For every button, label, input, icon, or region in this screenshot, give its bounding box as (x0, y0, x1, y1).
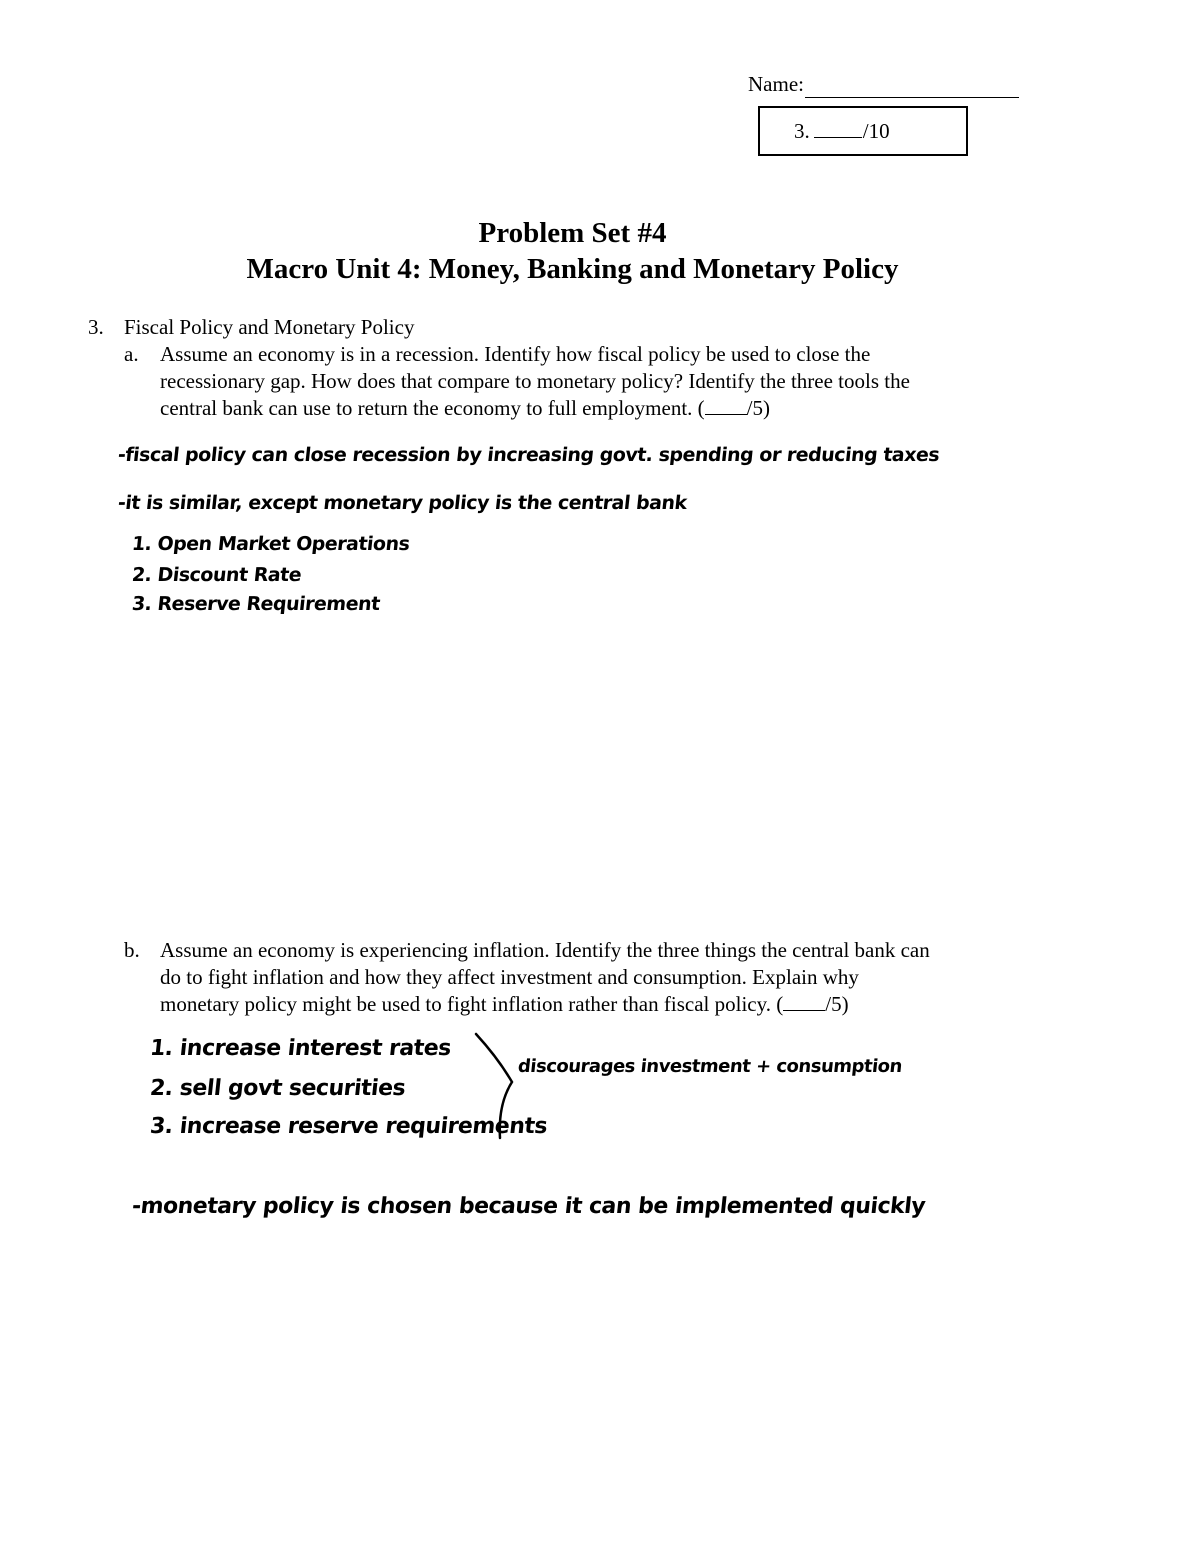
part-b-line-3 (160, 991, 849, 1018)
part-a-line-3 (160, 395, 770, 422)
part-b-points: /5) (825, 992, 849, 1016)
handwritten-answer-a-line-1: -fiscal policy can close recession by increasing govt. spending or reducing taxes (116, 444, 941, 466)
score-blank-line (814, 118, 862, 138)
part-a-line-1: Assume an economy is in a recession. Identify how fiscal policy be used to close the (160, 342, 871, 366)
part-a-line-3-text: central bank can use to return the economy to full employment. ( (160, 396, 705, 420)
question-heading: Fiscal Policy and Monetary Policy (124, 315, 415, 339)
score-total: /10 (862, 119, 890, 143)
page-title: Problem Set #4 (478, 217, 667, 249)
handwritten-answer-b-line-5: -monetary policy is chosen because it can be implemented quickly (130, 1194, 927, 1219)
part-a-line-2: recessionary gap. How does that compare to monetary policy? Identify the three tools the (160, 369, 910, 393)
question-number: 3. (88, 315, 104, 339)
part-a-points: /5) (746, 396, 770, 420)
page-subtitle: Macro Unit 4: Money, Banking and Monetary Policy (246, 253, 899, 285)
part-b-line-2: do to fight inflation and how they affect investment and consumption. Explain why (160, 965, 859, 989)
handwritten-answer-a-line-5: 3. Reserve Requirement (130, 593, 381, 615)
handwritten-answer-a-line-2: -it is similar, except monetary policy is the central bank (116, 492, 688, 514)
handwritten-answer-b-line-1: 1. increase interest rates (148, 1036, 453, 1061)
name-field (748, 70, 1019, 98)
part-b-points-blank (783, 992, 825, 1011)
score-text (794, 118, 890, 144)
handwritten-answer-b-line-3: 3. increase reserve requirements (148, 1114, 549, 1139)
handwritten-answer-b-line-2: 2. sell govt securities (148, 1076, 407, 1101)
part-a-letter: a. (124, 342, 139, 366)
handwritten-answer-a-line-4: 2. Discount Rate (130, 564, 303, 586)
part-b-letter: b. (124, 938, 140, 962)
score-box (758, 106, 968, 156)
name-blank-line (805, 75, 1019, 98)
handwritten-answer-b-effect: discourages investment + consumption (516, 1056, 904, 1077)
part-b-line-1: Assume an economy is experiencing inflation. Identify the three things the central bank can (160, 938, 930, 962)
name-label: Name: (748, 72, 804, 96)
score-label: 3. (794, 119, 810, 143)
part-b-line-3-text: monetary policy might be used to fight inflation rather than fiscal policy. ( (160, 992, 784, 1016)
part-a-points-blank (705, 396, 747, 415)
brace-icon (468, 1030, 518, 1142)
handwritten-answer-a-line-3: 1. Open Market Operations (130, 533, 411, 555)
